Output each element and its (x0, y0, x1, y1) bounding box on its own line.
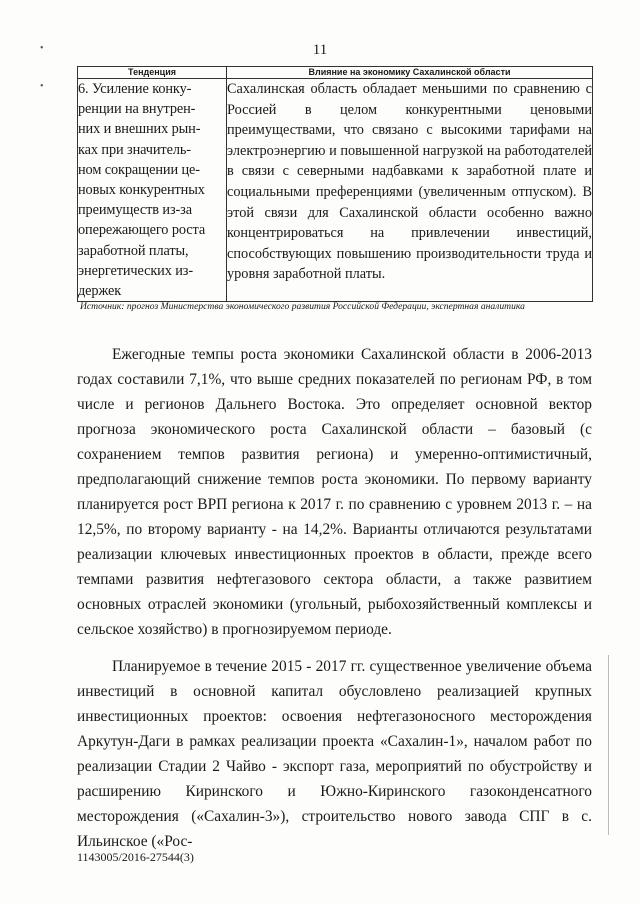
source-note: Источник: прогноз Министерства экономического развития Российской Федерации, экспертная аналитика (80, 301, 525, 312)
margin-line (608, 655, 609, 835)
header-trend: Тенденция (78, 67, 227, 79)
margin-mark: • (40, 43, 44, 54)
margin-mark: • (40, 81, 44, 92)
paragraph-growth (77, 342, 592, 642)
document-code: 1143005/2016-27544(3) (77, 850, 194, 864)
cell-trend: 6. Усиление конку- ренции на внутрен- них и внешних рын- ках при значитель- ном сокращении це- новых конкурентных преимуществ из-за опережающего роста заработной платы, энергетических из- держек (78, 79, 227, 302)
header-impact: Влияние на экономику Сахалинской области (227, 67, 593, 79)
table-header-row (78, 67, 593, 79)
page-number: 11 (312, 42, 328, 58)
trend-table (77, 66, 593, 302)
paragraph-investment-text: Планируемое в течение 2015 - 2017 гг. существенное увеличение объема инвестиций в основной капитал обусловлено реализацией крупных инвестиционных проектов: освоения нефтегазоносного месторождения Аркутун-Даги в рамках реализации проекта «Сахалин-1», началом работ по реализации Стадии 2 Чайво - экспорт газа, мероприятий по обустройству и расширению Киринского и Южно-Киринского газоконденсатного месторождения («Сахалин-3»), строительство нового завода СПГ в с. Ильинское («Рос- (77, 658, 592, 850)
cell-impact: Сахалинская область обладает меньшими по сравнению с Россией в целом конкурентными ценовыми преимуществами, что связано с высокими тарифами на электроэнергию и повышенной нагрузкой на работодателей в связи с северными надбавками к заработной плате и социальными преференциями (увеличенным отпуском). В этой связи для Сахалинской области особенно важно концентрироваться на привлечении инвестиций, способствующих повышению производительности труда и уровня заработной платы. (227, 79, 593, 302)
table-row (78, 79, 593, 302)
paragraph-investment (77, 654, 592, 854)
paragraph-growth-text: Ежегодные темпы роста экономики Сахалинской области в 2006-2013 годах составили 7,1%, что выше средних показателей по регионам РФ, в том числе и регионов Дальнего Востока. Это определяет основной вектор прогноза экономического роста Сахалинской области – базовый (с сохранением темпов развития региона) и умеренно-оптимистичный, предполагающий снижение темпов роста экономики. По первому варианту планируется рост ВРП региона к 2017 г. по сравнению с уровнем 2013 г. – на 12,5%, по второму варианту - на 14,2%. Варианты отличаются результатами реализации ключевых инвестиционных проектов в области, прежде всего темпами развития нефтегазового сектора области, а также развитием основных отраслей экономики (угольный, рыбохозяйственный комплексы и сельское хозяйство) в прогнозируемом периоде. (77, 346, 592, 638)
